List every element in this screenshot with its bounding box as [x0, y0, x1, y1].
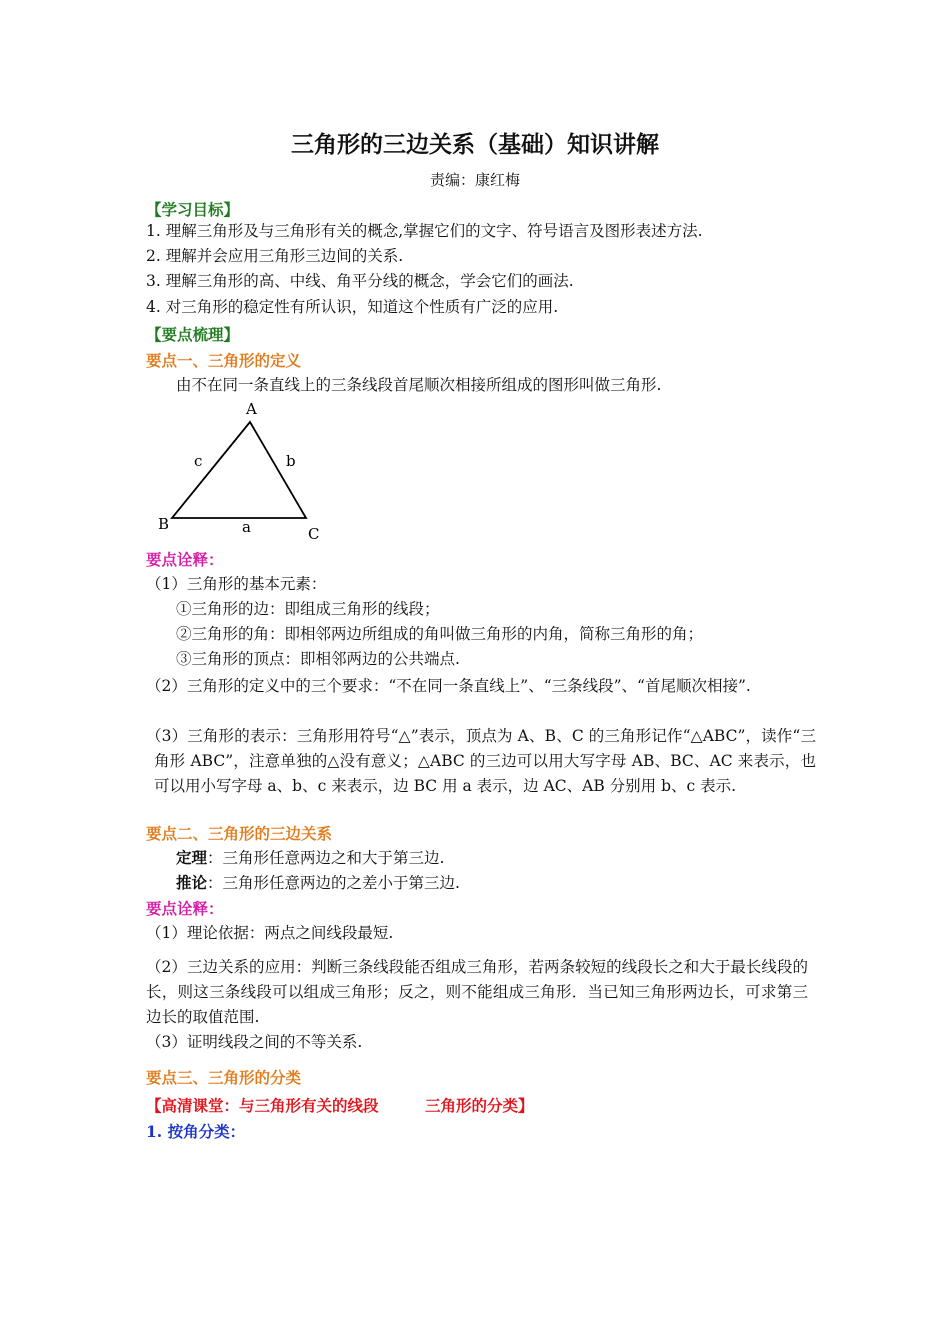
classify-by-angle: 1. 按角分类： — [146, 1122, 246, 1141]
theorem-text: ：三角形任意两边之和大于第三边. — [207, 849, 445, 867]
objective-item: 3. 理解三角形的高、中线、角平分线的概念，学会它们的画法. — [146, 272, 574, 290]
objectives-heading: 【学习目标】 — [146, 200, 240, 219]
point1-note-heading: 要点诠释： — [146, 550, 224, 569]
corollary-text: ：三角形任意两边的之差小于第三边. — [207, 874, 460, 892]
point1-note-requirements: （2）三角形的定义中的三个要求：“不在同一条直线上”、“三条线段”、“首尾顺次相接”. — [146, 677, 751, 695]
theorem-line — [176, 847, 444, 869]
objective-item: 2. 理解并会应用三角形三边间的关系. — [146, 247, 404, 265]
vertex-label: B — [158, 515, 170, 533]
point1-note-notation: （3）三角形的表示：三角形用符号“△”表示，顶点为 A、B、C 的三角形记作“△ABC”，读作“三角形 ABC”，注意单独的△没有意义；△ABC 的三边可以用大写字母 AB、BC、AC 来表示，也可以用小写字母 a、b、c 来表示，边 BC 用 a 表示，边 AC、AB 分别用 b、c 表示. — [146, 727, 816, 795]
point1-note: （1）三角形的基本元素： — [146, 575, 327, 593]
page-title: 三角形的三边关系（基础）知识讲解 — [291, 131, 659, 158]
side-label: a — [242, 518, 251, 536]
objective-item: 1. 理解三角形及与三角形有关的概念,掌握它们的文字、符号语言及图形表述方法. — [146, 222, 703, 240]
side-label: c — [194, 452, 203, 470]
course-link[interactable]: 【高清课堂：与三角形有关的线段 三角形的分类】 — [146, 1096, 534, 1115]
point3-heading: 要点三、三角形的分类 — [146, 1068, 302, 1087]
objective-item: 4. 对三角形的稳定性有所认识，知道这个性质有广泛的应用. — [146, 298, 559, 316]
triangle-shape — [172, 422, 306, 518]
author-line: 责编：康红梅 — [429, 171, 520, 189]
point2-note-heading: 要点诠释： — [146, 899, 224, 918]
corollary-label: 推论 — [176, 873, 208, 892]
point1-heading: 要点一、三角形的定义 — [146, 351, 302, 370]
point1-note: ①三角形的边：即组成三角形的线段； — [176, 600, 440, 618]
point2-note: （3）证明线段之间的不等关系. — [146, 1033, 363, 1051]
point2-note: （1）理论依据：两点之间线段最短. — [146, 924, 394, 942]
point2-note-application: （2）三边关系的应用：判断三条线段能否组成三角形，若两条较短的线段长之和大于最长线段的长，则这三条线段可以组成三角形；反之，则不能组成三角形．当已知三角形两边长，可求第三边长的取值范围. — [146, 958, 808, 1026]
point1-definition: 由不在同一条直线上的三条线段首尾顺次相接所组成的图形叫做三角形. — [176, 376, 662, 394]
vertex-label: A — [246, 400, 257, 418]
triangle-figure — [142, 398, 332, 546]
point1-note: ③三角形的顶点：即相邻两边的公共端点. — [176, 650, 460, 668]
point2-heading: 要点二、三角形的三边关系 — [146, 824, 333, 843]
corollary-line — [176, 872, 460, 894]
theorem-label: 定理 — [176, 848, 208, 867]
side-label: b — [286, 452, 296, 470]
summary-heading: 【要点梳理】 — [146, 325, 240, 344]
vertex-label: C — [308, 525, 320, 543]
point1-note: ②三角形的角：即相邻两边所组成的角叫做三角形的内角，简称三角形的角； — [176, 625, 704, 643]
